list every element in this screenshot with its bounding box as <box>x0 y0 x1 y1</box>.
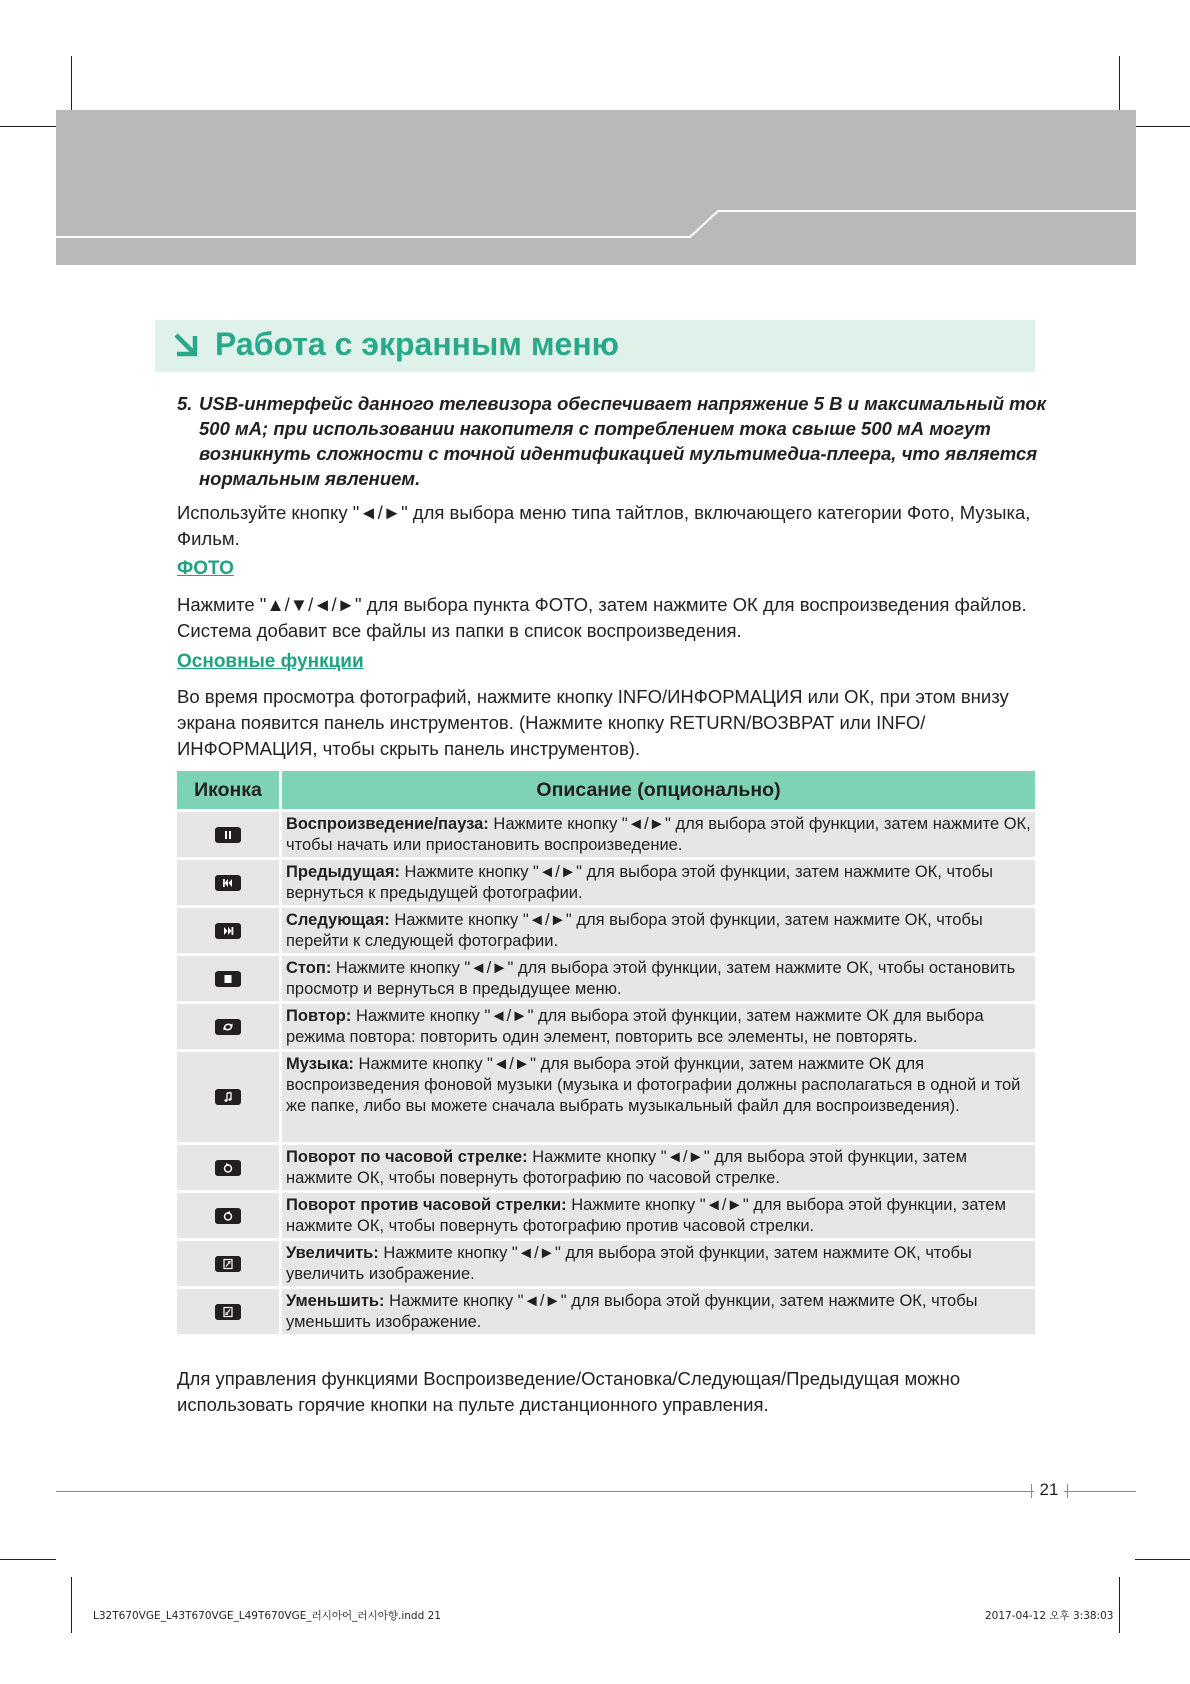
row-title: Стоп: <box>286 959 332 977</box>
table-row <box>177 1241 1035 1286</box>
table-header <box>177 771 1035 809</box>
row-text: Нажмите кнопку "◄/►" для выбора этой функции, затем нажмите ОК, чтобы увеличить изображение. <box>286 1244 972 1283</box>
row-title: Музыка: <box>286 1055 354 1073</box>
page-number-tick <box>1031 1484 1032 1498</box>
crop-mark <box>1119 56 1120 112</box>
basic-functions-paragraph: Во время просмотра фотографий, нажмите кнопку INFO/ИНФОРМАЦИЯ или ОК, при этом внизу экрана появится панель инструментов. (Нажмите кнопку RETURN/ВОЗВРАТ или INFO/ИНФОРМАЦИЯ, чтобы скрыть панель инструментов). <box>177 686 1009 759</box>
repeat-icon <box>215 1019 241 1035</box>
page-number: 21 <box>1034 1480 1064 1500</box>
row-text: Нажмите кнопку "◄/►" для выбора этой функции, затем нажмите ОК, чтобы остановить просмотр и вернуться в предыдущее меню. <box>286 959 1016 998</box>
basic-functions-heading: Основные функции <box>177 651 364 672</box>
closing-paragraph: Для управления функциями Воспроизведение/Остановка/Следующая/Предыдущая можно использовать горячие кнопки на пульте дистанционного управления. <box>177 1368 961 1415</box>
row-title: Увеличить: <box>286 1244 379 1262</box>
photo-paragraph: Нажмите "▲/▼/◄/►" для выбора пункта ФОТО, затем нажмите ОК для воспроизведения файлов. Система добавит все файлы из папки в список воспроизведения. <box>177 594 1027 641</box>
header-icon-column: Иконка <box>177 771 279 809</box>
crop-mark <box>0 126 56 127</box>
note-number: 5. <box>177 393 193 414</box>
crop-mark <box>0 1559 56 1560</box>
intro-paragraph: Используйте кнопку "◄/►" для выбора меню типа тайтлов, включающего категории Фото, Музыка, Фильм. <box>177 502 1031 549</box>
row-text: Нажмите кнопку "◄/►" для выбора этой функции, затем нажмите ОК для выбора режима повтора: повторить один элемент, повторить все элементы, не повторять. <box>286 1007 984 1046</box>
crop-mark <box>71 56 72 112</box>
row-title: Следующая: <box>286 911 390 929</box>
previous-icon <box>215 875 241 891</box>
crop-mark <box>1135 1559 1190 1560</box>
table-row <box>177 1004 1035 1049</box>
rotate-counterclockwise-icon <box>215 1208 241 1224</box>
stop-icon <box>215 971 241 987</box>
row-text: Нажмите кнопку "◄/►" для выбора этой функции, затем нажмите ОК, чтобы повернуть фотографию против часовой стрелки. <box>286 1196 1006 1235</box>
row-title: Повтор: <box>286 1007 352 1025</box>
header-band <box>56 110 1136 265</box>
zoom-in-icon <box>215 1256 241 1272</box>
row-title: Предыдущая: <box>286 863 400 881</box>
arrow-down-right-icon <box>173 332 199 358</box>
table-row <box>177 1145 1035 1190</box>
print-slug-file: L32T670VGE_L43T670VGE_L49T670VGE_러시아어_러시아향.indd 21 <box>93 1610 441 1622</box>
music-icon <box>215 1089 241 1105</box>
next-icon <box>215 923 241 939</box>
note-text: USB-интерфейс данного телевизора обеспечивает напряжение 5 В и максимальный ток 500 мА; при использовании накопителя с потреблением тока свыше 500 мА могут возникнуть сложности с точной идентификацией мультимедиа-плеера, что является нормальным явлением. <box>199 393 1047 489</box>
page-number-tick <box>1067 1484 1068 1498</box>
table-row <box>177 812 1035 857</box>
crop-mark <box>1135 126 1190 127</box>
section-title-bar <box>155 320 1035 372</box>
table-row <box>177 1289 1035 1334</box>
table-row <box>177 860 1035 905</box>
header-decor-line <box>56 110 1136 265</box>
photo-heading: ФОТО <box>177 558 234 579</box>
row-text: Нажмите кнопку "◄/►" для выбора этой функции, затем нажмите ОК для воспроизведения фоновой музыки (музыка и фотографии должны располагаться в одной и той же папке, либо вы можете сначала выбрать музыкальный файл для воспроизведения). <box>286 1055 1021 1115</box>
row-title: Уменьшить: <box>286 1292 385 1310</box>
table-row <box>177 908 1035 953</box>
usb-note <box>177 391 1057 491</box>
crop-mark <box>1119 1577 1120 1633</box>
table-row <box>177 1193 1035 1238</box>
crop-mark <box>71 1577 72 1633</box>
row-text: Нажмите кнопку "◄/►" для выбора этой функции, затем нажмите ОК, чтобы уменьшить изображение. <box>286 1292 978 1331</box>
row-title: Воспроизведение/пауза: <box>286 815 489 833</box>
print-slug-date: 2017-04-12 오후 3:38:03 <box>985 1610 1114 1622</box>
row-text: Нажмите кнопку "◄/►" для выбора этой функции, затем нажмите ОК, чтобы перейти к следующей фотографии. <box>286 911 983 950</box>
zoom-out-icon <box>215 1304 241 1320</box>
footer-rule <box>56 1491 1136 1492</box>
row-text: Нажмите кнопку "◄/►" для выбора этой функции, затем нажмите ОК, чтобы вернуться к предыдущей фотографии. <box>286 863 993 902</box>
table-row <box>177 1052 1035 1142</box>
row-title: Поворот по часовой стрелке: <box>286 1148 528 1166</box>
pause-icon <box>215 827 241 843</box>
rotate-clockwise-icon <box>215 1160 241 1176</box>
table-row <box>177 956 1035 1001</box>
row-title: Поворот против часовой стрелки: <box>286 1196 567 1214</box>
header-description-column: Описание (опционально) <box>282 771 1035 809</box>
section-title: Работа с экранным меню <box>215 326 619 362</box>
row-text: Нажмите кнопку "◄/►" для выбора этой функции, затем нажмите ОК, чтобы начать или приостановить воспроизведение. <box>286 815 1031 854</box>
row-text: Нажмите кнопку "◄/►" для выбора этой функции, затем нажмите ОК, чтобы повернуть фотографию по часовой стрелке. <box>286 1148 967 1187</box>
